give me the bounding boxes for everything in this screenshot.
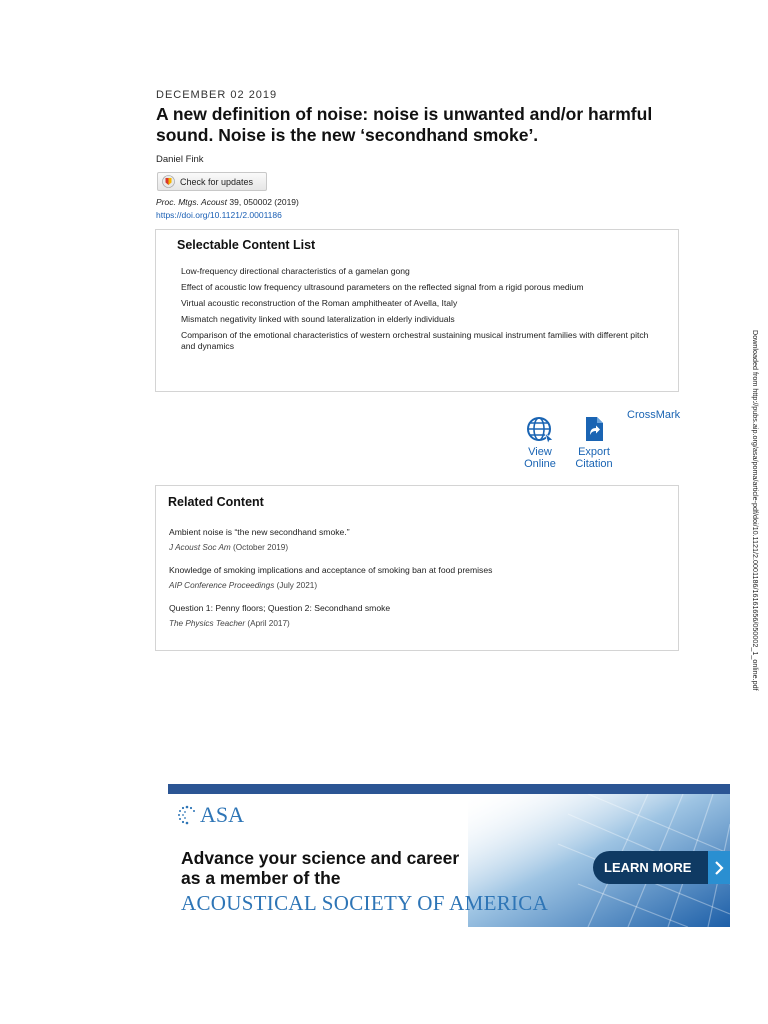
learn-more-button[interactable] (593, 851, 730, 884)
view-online-button[interactable] (512, 416, 568, 470)
export-citation-button[interactable] (566, 416, 622, 470)
related-item-title[interactable]: Knowledge of smoking implications and acceptance of smoking ban at food premises (169, 565, 493, 575)
banner-headline (181, 848, 459, 888)
related-item-journal: J Acoust Soc Am (169, 543, 231, 552)
related-content-heading: Related Content (168, 495, 264, 509)
check-for-updates-label: Check for updates (180, 176, 254, 187)
doi-link[interactable]: https://doi.org/10.1121/2.0001186 (156, 210, 282, 220)
banner-top-bar (168, 784, 730, 794)
export-citation-label-1: Export (578, 446, 610, 458)
export-citation-label-2: Citation (575, 458, 613, 470)
related-item-date: (October 2019) (230, 543, 289, 552)
crossmark-link[interactable]: CrossMark (627, 409, 681, 421)
export-document-icon (582, 416, 606, 444)
asa-sound-wave-icon (176, 804, 198, 826)
content-list-item[interactable]: Virtual acoustic reconstruction of the Roman amphitheater of Avella, Italy (181, 298, 458, 308)
related-item-title[interactable]: Question 1: Penny floors; Question 2: Secondhand smoke (169, 603, 391, 613)
content-list-item[interactable]: Effect of acoustic low frequency ultrasound parameters on the reflected signal from a rigid porous medium (181, 282, 584, 292)
crossmark-badge-icon (162, 175, 175, 188)
selectable-content-heading: Selectable Content List (177, 238, 316, 252)
article-title: A new definition of noise: noise is unwanted and/or harmful sound. Noise is the new ‘secondhand smoke’. (156, 104, 653, 145)
banner-society-name: ACOUSTICAL SOCIETY OF AMERICA (181, 891, 549, 915)
asa-advertisement-banner[interactable] (168, 784, 730, 927)
banner-headline-line2: as a member of the (181, 868, 341, 888)
related-item-date: (July 2021) (274, 581, 318, 590)
chevron-right-icon (708, 851, 730, 884)
selectable-content-list (181, 266, 651, 357)
related-item-source (169, 542, 649, 554)
check-for-updates-button[interactable] (157, 172, 267, 191)
related-item (169, 526, 649, 554)
citation-journal: Proc. Mtgs. Acoust (156, 197, 228, 207)
citation-volume: 39, 050002 (2019) (227, 197, 299, 207)
asa-logo-text: ASA (200, 802, 245, 827)
view-online-label-2: Online (524, 458, 556, 470)
view-online-label-1: View (528, 446, 552, 458)
banner-headline-line1: Advance your science and career (181, 848, 460, 868)
related-item (169, 602, 649, 630)
related-item-source (169, 580, 649, 592)
globe-icon (526, 416, 554, 444)
content-list-item[interactable]: Comparison of the emotional characteristics of western orchestral sustaining musical instrument families with different pitch and dynamics (181, 330, 649, 351)
publication-date: DECEMBER 02 2019 (156, 89, 278, 101)
asa-logo (176, 802, 244, 828)
download-watermark: Downloaded from http://pubs.aip.org/asa/poma/article-pdf/doi/10.1121/2.0001186/16161656/050002_1_online.pdf (751, 330, 760, 691)
learn-more-label: LEARN MORE (604, 860, 692, 875)
content-list-item[interactable]: Low-frequency directional characteristics of a gamelan gong (181, 266, 410, 276)
related-item-journal: AIP Conference Proceedings (169, 581, 275, 590)
related-item (169, 564, 649, 592)
citation (156, 197, 299, 207)
related-content-box (155, 485, 679, 651)
content-list-item[interactable]: Mismatch negativity linked with sound lateralization in elderly individuals (181, 314, 455, 324)
related-item-source (169, 618, 649, 630)
author-name[interactable]: Daniel Fink (156, 154, 204, 165)
related-item-date: (April 2017) (245, 619, 290, 628)
related-item-title[interactable]: Ambient noise is “the new secondhand smoke.” (169, 527, 350, 537)
related-item-journal: The Physics Teacher (169, 619, 246, 628)
selectable-content-box (155, 229, 679, 392)
